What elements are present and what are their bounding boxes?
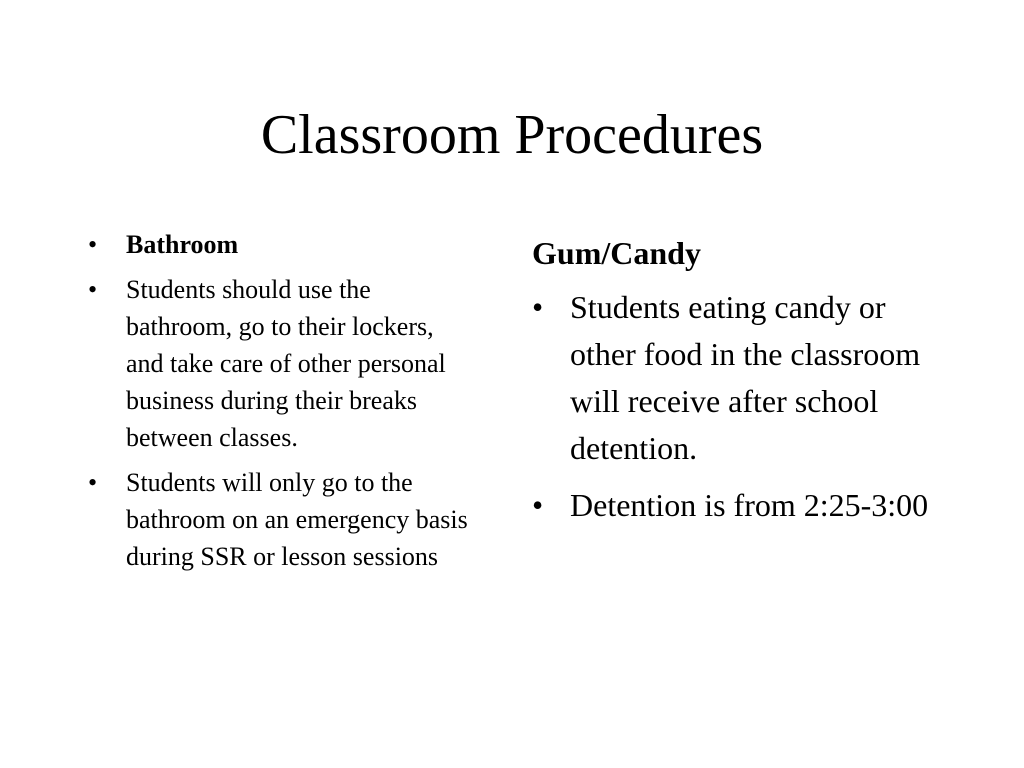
list-item [88,271,468,456]
left-bullet-list [88,226,468,575]
list-item-text: Bathroom [126,230,239,259]
list-item-text: Students eating candy or other food in the classroom will receive after school detention. [570,289,921,466]
list-item [88,464,468,575]
list-item-text: Students will only go to the bathroom on an emergency basis during SSR or lesson sessions [126,468,468,571]
left-column [88,226,468,583]
list-item-text: Students should use the bathroom, go to their lockers, and take care of other personal business during their breaks between classes. [126,275,446,452]
bullet-icon: • [88,468,98,497]
bullet-icon: • [532,487,544,523]
right-column [532,232,952,539]
list-item [88,226,468,263]
bullet-icon: • [88,275,98,304]
right-bullet-list [532,284,952,529]
list-item [532,284,952,472]
slide-title: Classroom Procedures [260,104,764,166]
column-heading: Gum/Candy [532,235,701,271]
list-item [532,482,952,529]
bullet-icon: • [532,289,544,325]
list-item-text: Detention is from 2:25-3:00 [570,487,929,523]
bullet-icon: • [88,230,98,259]
